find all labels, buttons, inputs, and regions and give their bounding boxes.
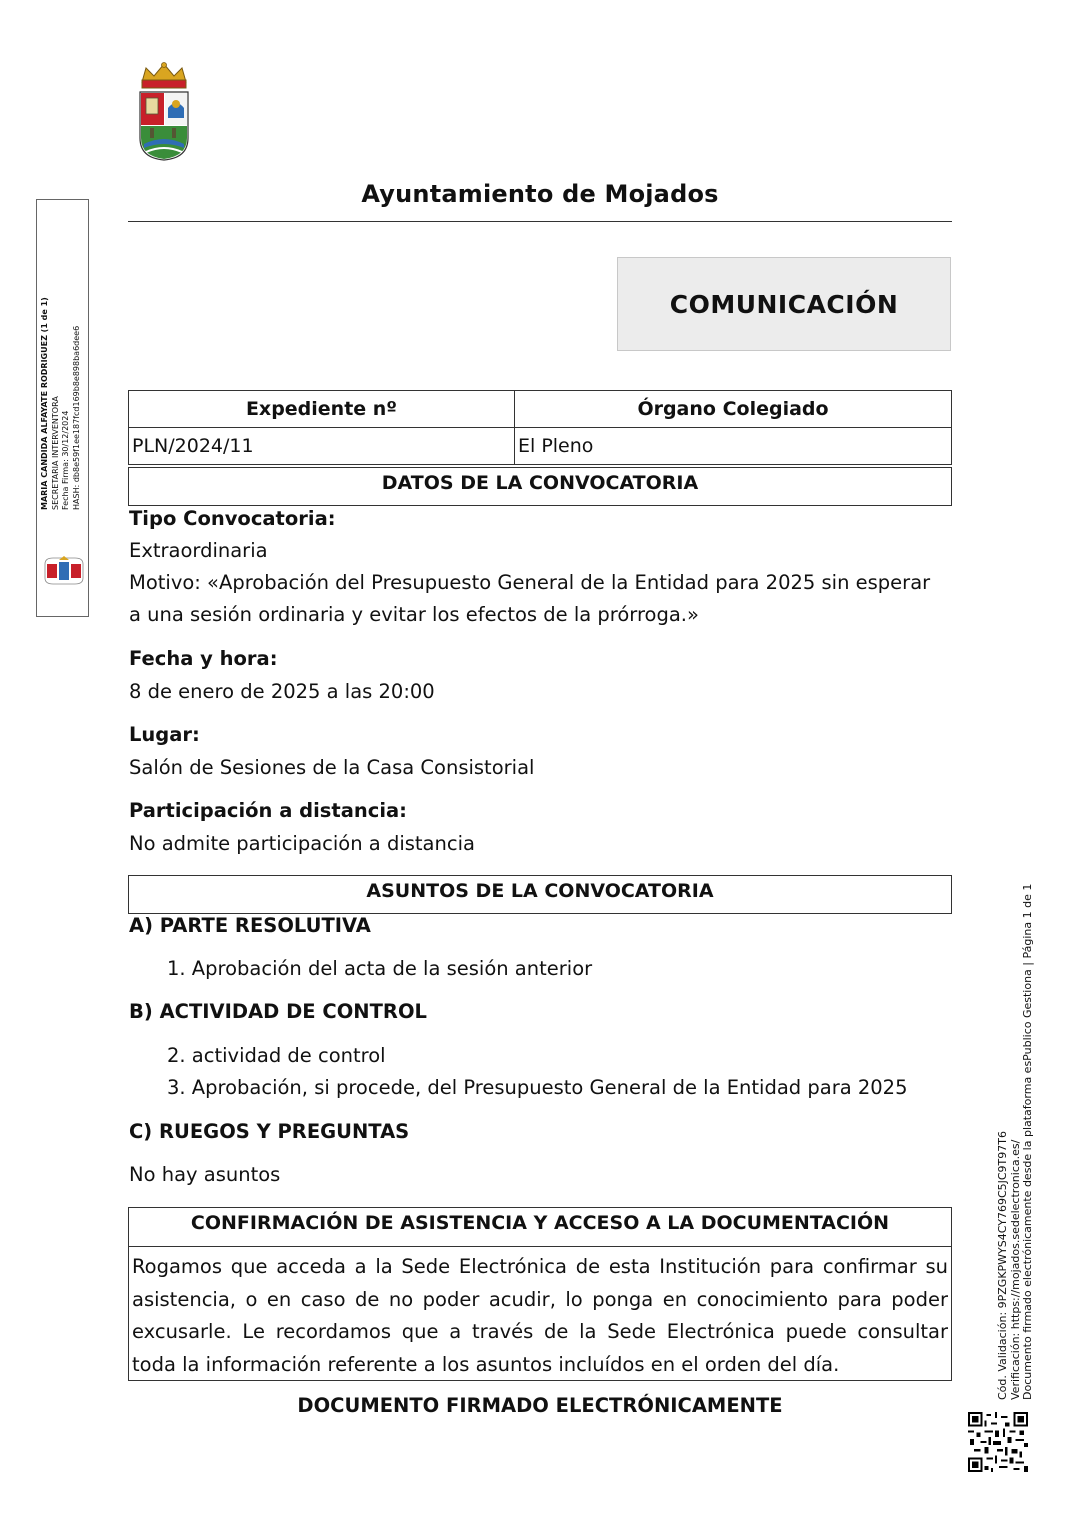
participacion-value: No admite participación a distancia bbox=[129, 832, 475, 855]
parte-c-title: C) RUEGOS Y PREGUNTAS bbox=[129, 1120, 410, 1143]
tipo-value: Extraordinaria bbox=[129, 539, 268, 562]
signed-note: DOCUMENTO FIRMADO ELECTRÓNICAMENTE bbox=[297, 1394, 783, 1417]
qr-code-icon bbox=[968, 1412, 1028, 1472]
fecha-label: Fecha y hora: bbox=[129, 647, 278, 670]
section-convocatoria: DATOS DE LA CONVOCATORIA bbox=[128, 467, 952, 506]
parte-a-title: A) PARTE RESOLUTIVA bbox=[129, 914, 371, 937]
organization-title: Ayuntamiento de Mojados bbox=[361, 180, 719, 208]
coat-of-arms-logo bbox=[136, 60, 192, 164]
table-row bbox=[129, 428, 952, 465]
validation-text bbox=[996, 883, 1035, 1400]
signer-name: MARIA CANDIDA ALFAYATE RODRIGUEZ (1 de 1) bbox=[40, 297, 49, 510]
verification-url[interactable]: Verificación: https://mojados.sedelectronica.es/ bbox=[1008, 1139, 1022, 1400]
document-type-label: COMUNICACIÓN bbox=[669, 289, 899, 319]
lugar-label: Lugar: bbox=[129, 723, 200, 746]
sign-date: Fecha Firma: 30/12/2024 bbox=[61, 410, 70, 510]
parte-c-text: No hay asuntos bbox=[129, 1163, 281, 1186]
section-asuntos: ASUNTOS DE LA CONVOCATORIA bbox=[128, 875, 952, 914]
signer-role: SECRETARIA INTERVENTORA bbox=[50, 396, 60, 510]
expediente-table bbox=[128, 390, 952, 465]
parte-b-title: B) ACTIVIDAD DE CONTROL bbox=[129, 1000, 427, 1023]
header-divider bbox=[128, 221, 952, 222]
lugar-value: Salón de Sesiones de la Casa Consistorial bbox=[129, 756, 535, 779]
validation-code: Cód. Validación: 9PZGKPWYS4CY769C5JC9T97T6 bbox=[996, 1131, 1009, 1400]
document-type-box bbox=[617, 257, 951, 351]
participacion-label: Participación a distancia: bbox=[129, 799, 407, 822]
motivo-line-1: Motivo: «Aprobación del Presupuesto General de la Entidad para 2025 sin esperar bbox=[129, 571, 931, 594]
list-item: 3. Aprobación, si procede, del Presupuesto General de la Entidad para 2025 bbox=[167, 1076, 908, 1099]
confirmation-body: Rogamos que acceda a la Sede Electrónica de esta Institución para confirmar su asistencia, o en caso de no poder acudir, lo ponga en conocimiento para poder excusarle. Le recordamos que a través de la Sede Electrónica puede consultar toda la información referente a los asuntos incluídos en el orden del día. bbox=[132, 1255, 948, 1376]
expediente-header: Expediente nº bbox=[129, 391, 515, 428]
motivo-line-2: a una sesión ordinaria y evitar los efectos de la prórroga.» bbox=[129, 603, 699, 626]
table-row bbox=[129, 391, 952, 428]
mini-crest-icon bbox=[43, 556, 85, 586]
confirmation-box bbox=[128, 1207, 952, 1381]
fecha-value: 8 de enero de 2025 a las 20:00 bbox=[129, 680, 435, 703]
signature-text bbox=[40, 230, 82, 510]
tipo-label: Tipo Convocatoria: bbox=[129, 507, 336, 530]
organo-header: Órgano Colegiado bbox=[515, 391, 952, 428]
expediente-value: PLN/2024/11 bbox=[129, 428, 515, 465]
sign-hash: HASH: db8e59f1ee187fcd169b8e898ba6dee6 bbox=[71, 325, 81, 510]
signature-strip bbox=[36, 199, 89, 617]
list-item: 2. actividad de control bbox=[167, 1044, 386, 1067]
list-item: 1. Aprobación del acta de la sesión anterior bbox=[167, 957, 593, 980]
platform-note: Documento firmado electrónicamente desde la plataforma esPublico Gestiona | Página 1 de 1 bbox=[1021, 883, 1034, 1400]
confirmation-title: CONFIRMACIÓN DE ASISTENCIA Y ACCESO A LA DOCUMENTACIÓN bbox=[129, 1208, 951, 1247]
organo-value: El Pleno bbox=[515, 428, 952, 465]
